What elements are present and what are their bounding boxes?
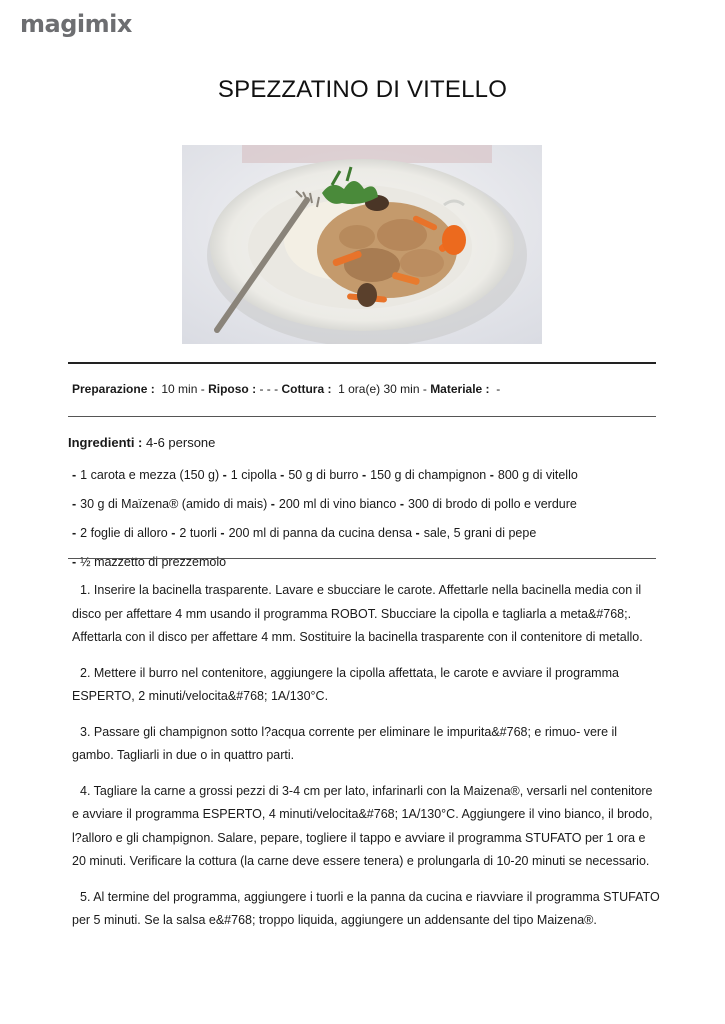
divider-meta bbox=[68, 416, 656, 417]
ingredient-item: - 200 ml di panna da cucina densa bbox=[220, 526, 413, 540]
ingredient-item: - 50 g di burro bbox=[280, 468, 359, 482]
brand-logo: magimix bbox=[20, 10, 132, 38]
step-5: 5. Al termine del programma, aggiungere i tuorli e la panna da cucina e riavviare il programma STUFATO per 5 minuti. Se la salsa e&#768; troppo liquida, aggiungere un addensante del tipo Maizena®. bbox=[72, 889, 660, 927]
ingredient-item: - 200 ml di vino bianco bbox=[270, 497, 397, 511]
ingredients-list bbox=[72, 461, 656, 577]
recipe-steps bbox=[72, 579, 660, 945]
ingredients-heading bbox=[68, 435, 215, 450]
prep-label: Preparazione : bbox=[72, 382, 155, 396]
ingredient-item: - 2 tuorli bbox=[171, 526, 217, 540]
material-label: Materiale : bbox=[430, 382, 490, 396]
step-4: 4. Tagliare la carne a grossi pezzi di 3-4 cm per lato, infarinarli con la Maizena®, versarli nel contenitore e avviare il programma ESPERTO, 4 minuti/velocita&#768; 1A/130°C. Aggiungere il vino bianco, il brodo, l?alloro e gli champignon. Salare, pepare, togliere il tappo e avviare il programma STUFATO per 1 ora e 20 minuti. Verificare la cottura (la carne deve essere tenera) e prolungarla di 10-20 minuti se necessario. bbox=[72, 783, 653, 868]
meta-separator: - bbox=[200, 382, 205, 396]
rest-label: Riposo : bbox=[208, 382, 257, 396]
ingredient-item: - sale, 5 grani di pepe bbox=[415, 526, 537, 540]
ingredient-item: - ½ mazzetto di prezzemolo bbox=[72, 555, 227, 569]
ingredient-item: - 800 g di vitello bbox=[489, 468, 578, 482]
ingredient-item: - 2 foglie di alloro bbox=[72, 526, 168, 540]
ingredient-item: - 1 cipolla bbox=[222, 468, 277, 482]
recipe-photo bbox=[182, 145, 542, 344]
meta-separator: - bbox=[274, 382, 279, 396]
cook-value: 1 ora(e) 30 min bbox=[338, 382, 420, 396]
ingredient-item: - 150 g di champignon bbox=[362, 468, 487, 482]
material-value: - bbox=[496, 382, 501, 396]
ingredient-item: - 30 g di Maïzena® (amido di mais) bbox=[72, 497, 268, 511]
ingredients-label: Ingredienti : bbox=[68, 435, 143, 450]
divider-top bbox=[68, 362, 656, 364]
cook-label: Cottura : bbox=[281, 382, 332, 396]
ingredient-item: - 1 carota e mezza (150 g) bbox=[72, 468, 220, 482]
step-3: 3. Passare gli champignon sotto l?acqua corrente per eliminare le impurita&#768; e rimuo- vere il gambo. Tagliarli in due o in quattro parti. bbox=[72, 724, 618, 762]
recipe-meta bbox=[72, 382, 500, 396]
prep-value: 10 min bbox=[161, 382, 198, 396]
recipe-title: SPEZZATINO DI VITELLO bbox=[217, 76, 508, 104]
divider-ingredients bbox=[68, 558, 656, 559]
rest-value: - - bbox=[259, 382, 271, 396]
step-2: 2. Mettere il burro nel contenitore, aggiungere la cipolla affettata, le carote e avviare il programma ESPERTO, 2 minuti/velocita&#768; 1A/130°C. bbox=[72, 665, 619, 703]
ingredient-item: - 300 di brodo di pollo e verdure bbox=[399, 497, 577, 511]
veal-stew-plate-image bbox=[182, 145, 542, 344]
servings: 4-6 persone bbox=[146, 435, 216, 450]
meta-separator: - bbox=[422, 382, 427, 396]
step-1: 1. Inserire la bacinella trasparente. Lavare e sbucciare le carote. Affettarle nella bacinella media con il disco per affettare 4 mm usando il programma ROBOT. Sbucciare la cipolla e tagliarla a meta&#768;. Affettarla con il disco per affettare 4 mm. Sostituire la bacinella trasparente con il contenitore di metallo. bbox=[72, 583, 643, 644]
